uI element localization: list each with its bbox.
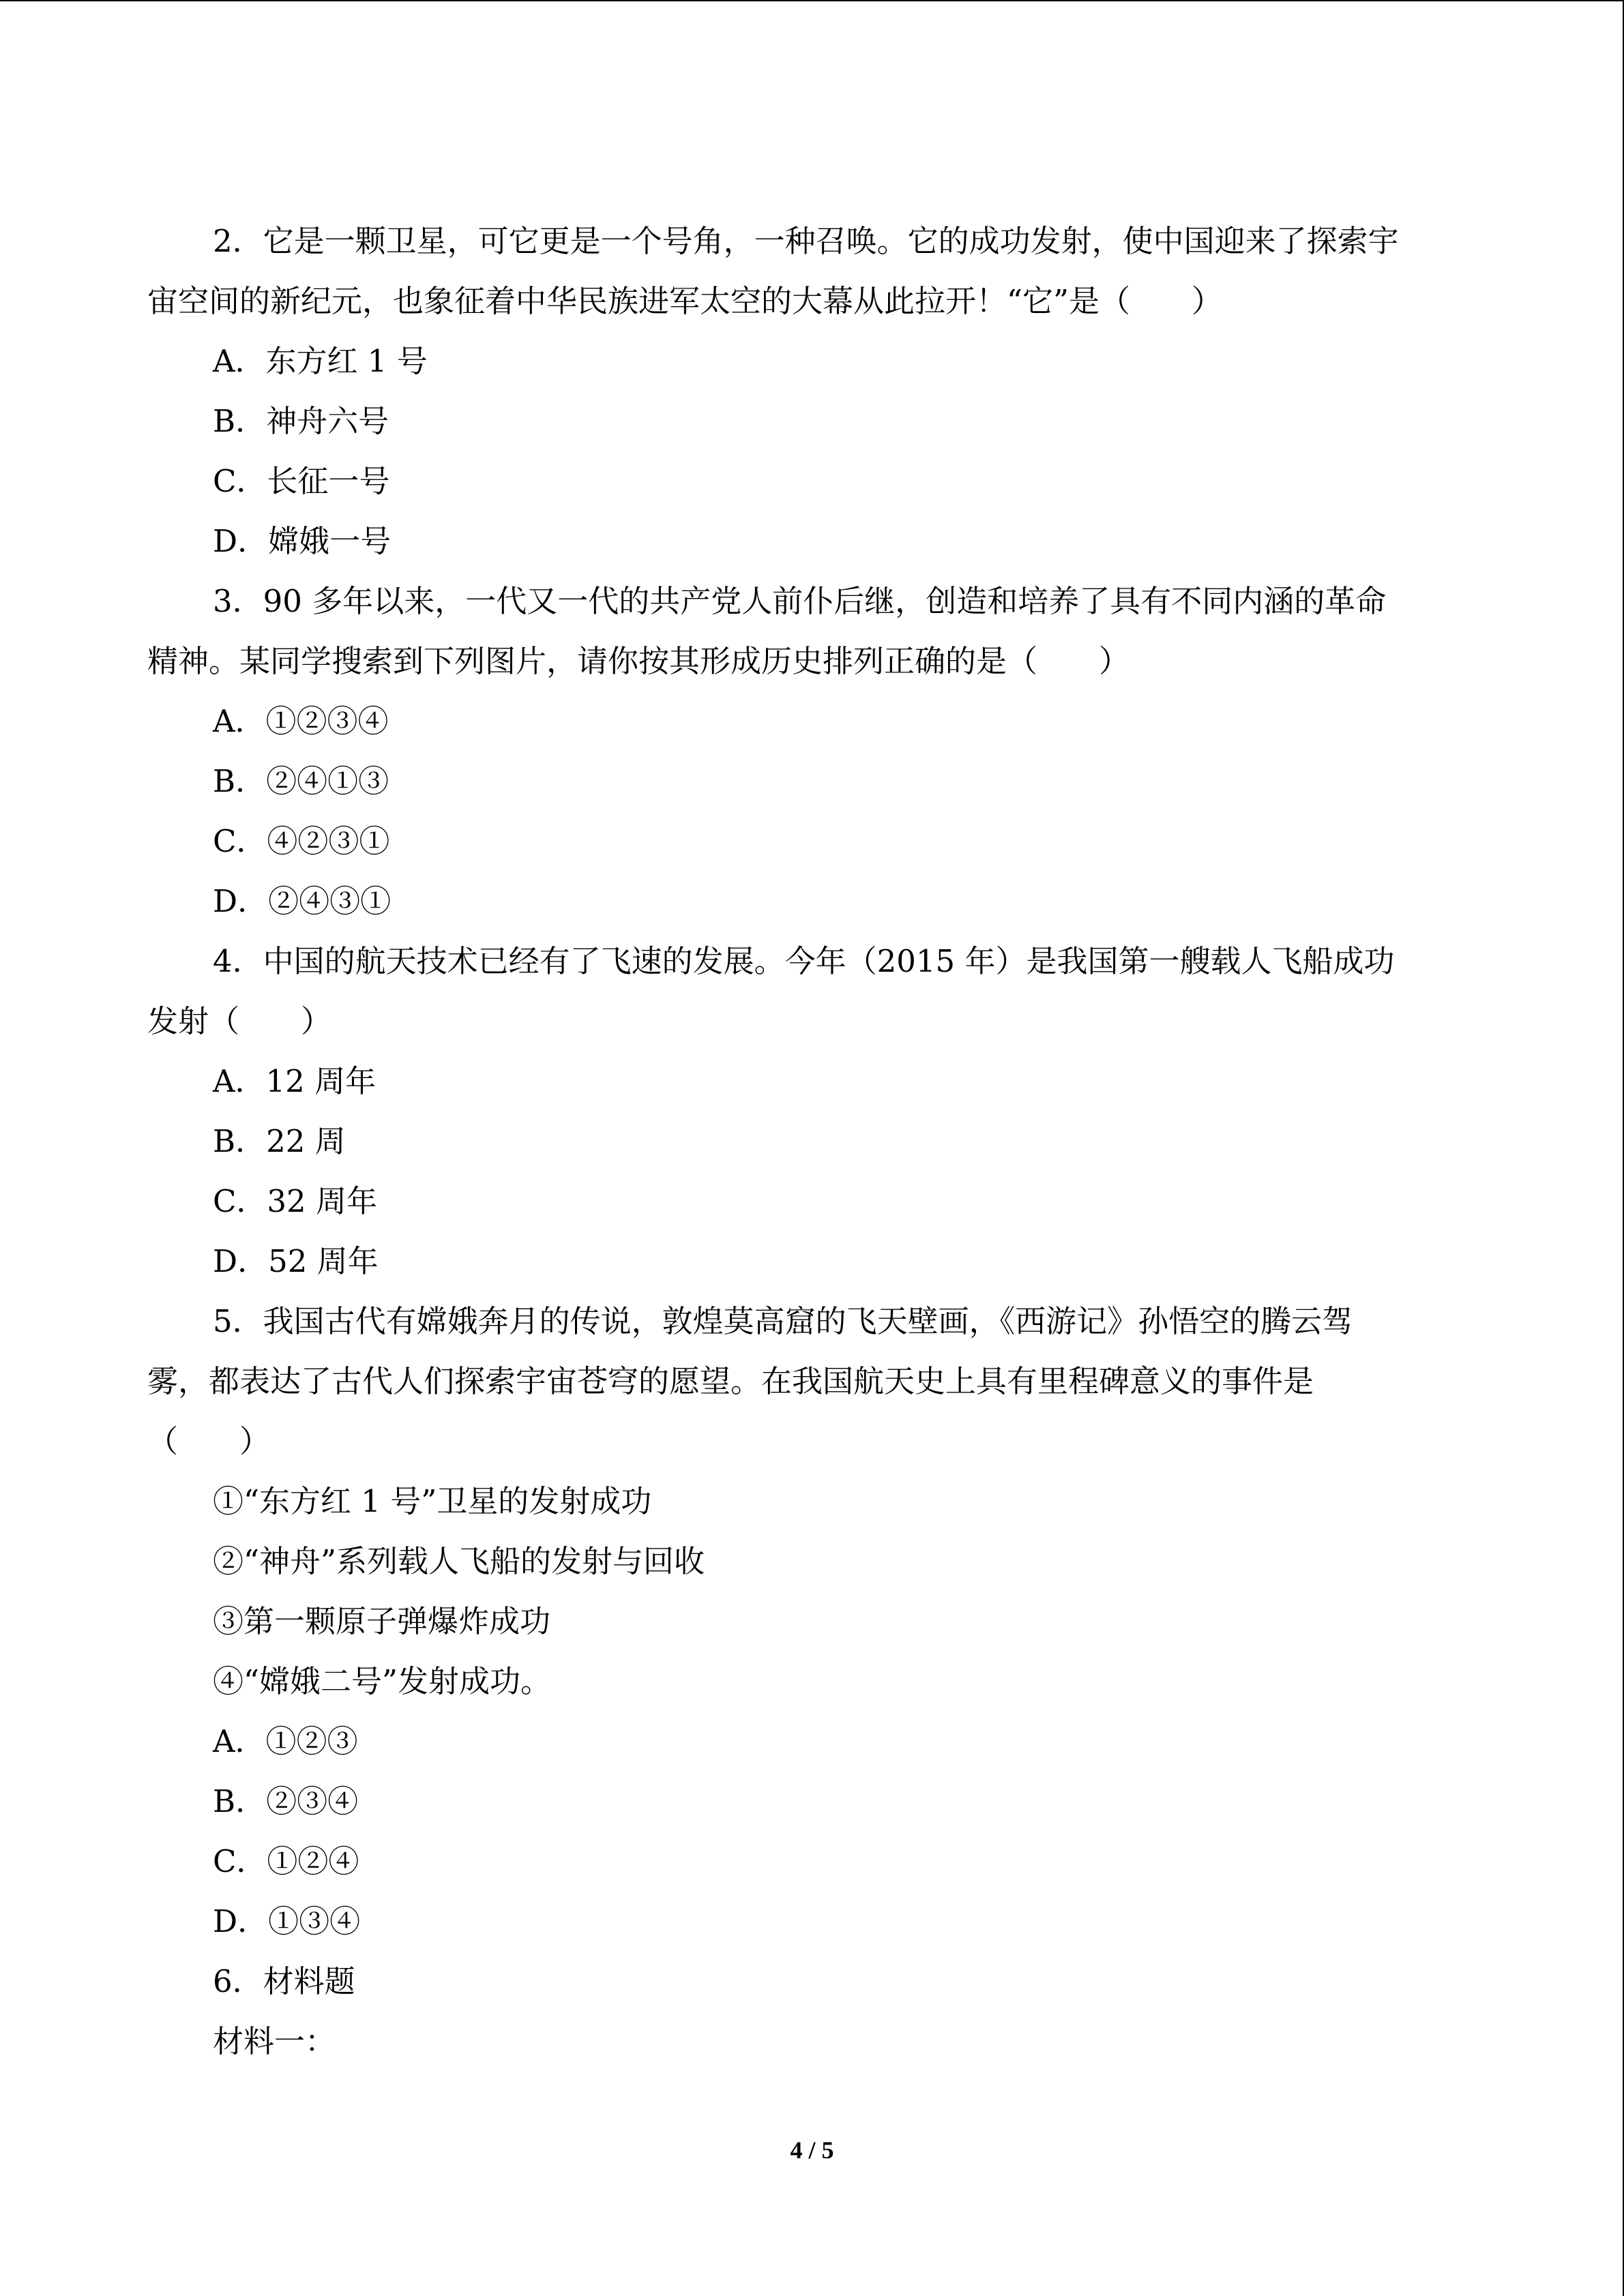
- question-content: [147, 211, 1484, 2072]
- q4-option-a: A．12 周年: [213, 1063, 377, 1099]
- q3-option-d: D．②④③①: [213, 883, 392, 919]
- q4-stem-line1: 4．中国的航天技术已经有了飞速的发展。今年（2015 年）是我国第一艘载人飞船成功: [213, 943, 1395, 979]
- q3-stem-line1: 3．90 多年以来，一代又一代的共产党人前仆后继，创造和培养了具有不同内涵的革命: [213, 583, 1387, 619]
- q3-option-a: A．①②③④: [213, 703, 389, 739]
- q4-option-c: C．32 周年: [213, 1183, 377, 1219]
- q5-option-d: D．①③④: [213, 1903, 361, 1939]
- q4-option-b: B．22 周: [213, 1123, 346, 1159]
- q5-item-1: ①“东方红 1 号”卫星的发射成功: [213, 1483, 652, 1519]
- q4-stem-line2: 发射（ ）: [147, 1003, 332, 1039]
- q5-stem-line3: （ ）: [147, 1423, 271, 1459]
- q2-option-d: D．嫦娥一号: [213, 523, 392, 559]
- q5-option-a: A．①②③: [213, 1723, 358, 1759]
- q5-item-3: ③第一颗原子弹爆炸成功: [213, 1603, 551, 1639]
- q6-material-label: 材料一：: [213, 2023, 336, 2059]
- q3-option-b: B．②④①③: [213, 763, 389, 799]
- q2-option-b: B．神舟六号: [213, 403, 389, 439]
- q5-item-4: ④“嫦娥二号”发射成功。: [213, 1663, 552, 1699]
- q5-option-c: C．①②④: [213, 1843, 359, 1879]
- q2-option-a: A．东方红 1 号: [213, 343, 428, 379]
- q5-stem-line1: 5．我国古代有嫦娥奔月的传说，敦煌莫高窟的飞天壁画，《西游记》孙悟空的腾云驾: [213, 1303, 1353, 1339]
- q2-stem-line1: 2．它是一颗卫星，可它更是一个号角，一种召唤。它的成功发射，使中国迎来了探索宇: [213, 223, 1399, 259]
- q2-stem-line2: 宙空间的新纪元，也象征着中华民族进军太空的大幕从此拉开！“它”是（ ）: [147, 283, 1223, 319]
- q5-stem-line2: 雾，都表达了古代人们探索宇宙苍穹的愿望。在我国航天史上具有里程碑意义的事件是: [147, 1363, 1314, 1399]
- q5-option-b: B．②③④: [213, 1783, 359, 1819]
- q3-option-c: C．④②③①: [213, 823, 390, 859]
- q3-stem-line2: 精神。某同学搜索到下列图片，请你按其形成历史排列正确的是（ ）: [147, 643, 1130, 679]
- q6-title: 6．材料题: [213, 1963, 355, 1999]
- q2-option-c: C．长征一号: [213, 463, 390, 499]
- page-number: 4 / 5: [790, 2136, 834, 2164]
- q5-item-2: ②“神舟”系列载人飞船的发射与回收: [213, 1543, 705, 1579]
- q4-option-d: D．52 周年: [213, 1243, 379, 1279]
